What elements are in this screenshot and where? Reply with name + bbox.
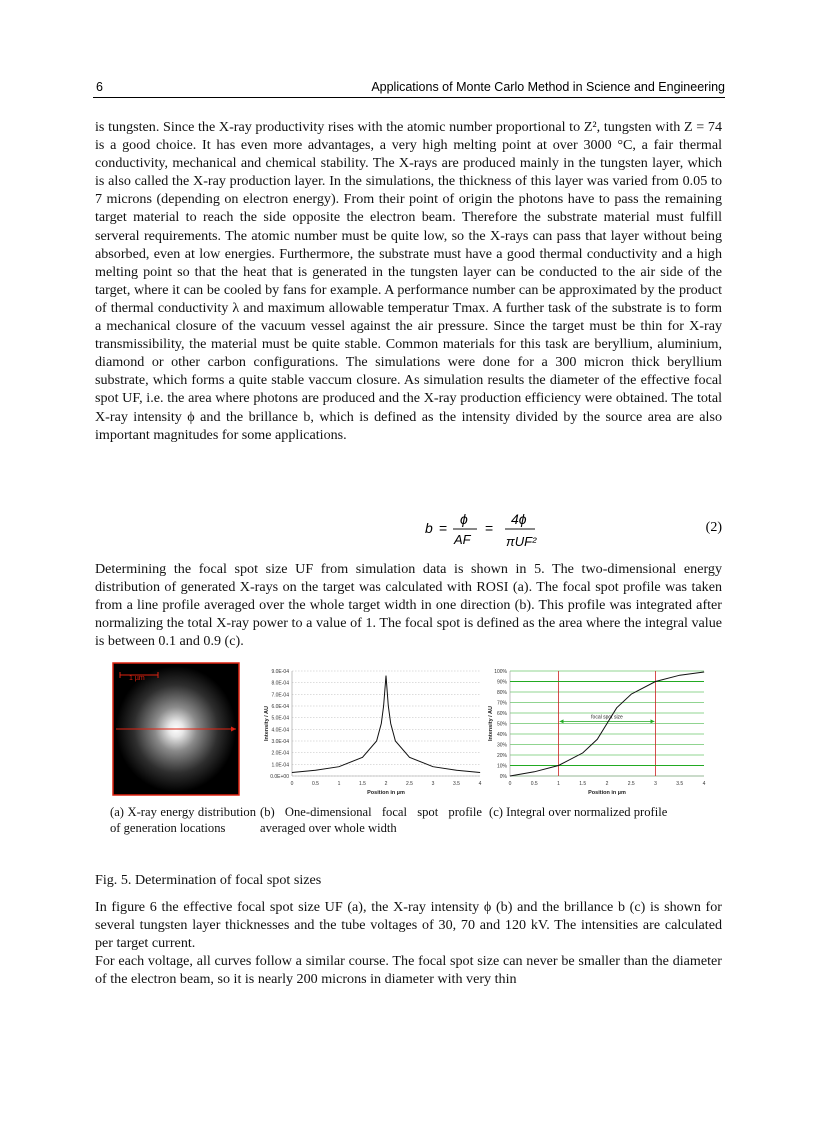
equation-number: (2): [705, 520, 722, 535]
data-point: [582, 753, 583, 754]
data-point: [339, 766, 340, 767]
data-point: [534, 772, 535, 773]
data-point: [456, 770, 457, 771]
data-point: [315, 770, 316, 771]
y-axis-label: Intensity / AU: [264, 706, 270, 741]
data-point: [386, 675, 387, 676]
paragraph-3b-text: For each voltage, all curves follow a similar course. The focal spot size can never be smaller than the diameter of the electron beam, so it is nearly 200 microns in diameter with very thin: [95, 953, 722, 988]
x-tick-label: 0: [290, 781, 294, 787]
x-tick-label: 2.5: [627, 781, 635, 787]
y-tick-label: 3.0E-04: [271, 739, 289, 745]
eq-frac2-den: πUF²: [506, 534, 537, 549]
x-tick-label: 2.5: [406, 781, 413, 787]
x-tick-label: 2: [605, 781, 609, 787]
x-tick-label: 3: [654, 781, 657, 787]
eq-equals-1: =: [439, 520, 448, 536]
arrow-head-left: [560, 719, 564, 723]
y-tick-label: 6.0E-04: [271, 704, 289, 710]
data-point: [383, 706, 384, 707]
x-tick-label: 0.5: [530, 781, 538, 787]
y-tick-label: 30%: [496, 742, 507, 749]
data-point: [607, 723, 608, 724]
data-point: [480, 772, 481, 773]
paragraph-1-text: is tungsten. Since the X-ray productivity rises with the atomic number proportional to Z², tungsten with Z = 74 is a good choice. It has even more advantages, a very high melting point at over 3000 °C, a fair thermal conductivity, mechanical and chemical stability. The X-rays are produced mainly in the tungsten layer, which is also called the X-ray production layer. In the simulations, the thickness of this layer was varied from 0.05 to 7 microns (depending on electron energy). From their point of origin the photons have to pass the remaining target material to reach the side opposite the electron beam. Therefore the substrate material must fulfill serveral requirements. The atomic number must be quite low, so the X-rays can pass that layer without being absorbed, even at low energies. Furthermore, the substrate must have a good thermal conductivity and a high melting point so that the heat that is generated in the tungsten layer can be conducted to the air side of the target, where it can be cooled by fans for example. A performance number can be approximated by the product of thermal conductivity λ and maximum allowable temperatur Tmax. A further task of the substrate is to form a mechanical closure of the vacuum vessel against the air pressure. Since the target must be thin for X-ray transmissibility, the material must be quite stable. Common materials for this task are beryllium, aluminium, diamond or other carbon configurations. The simulations were done for a 300 micron thick beryllium substrate, which forms a quite stable vaccum closure. As simulation results the diameter of the effective focal spot UF, i.e. the area where photons are produced and the X-ray production efficiency were obtained. The total X-ray intensity ϕ and the brillance b, which is defined as the intensity divided by the source area are also important magnitudes for some applications.: [95, 119, 722, 443]
x-tick-label: 4: [702, 781, 706, 787]
data-point: [704, 672, 705, 673]
figure-panel-b: [262, 664, 486, 800]
x-tick-label: 1: [337, 781, 341, 787]
paragraph-3a-text: In figure 6 the effective focal spot size UF (a), the X-ray intensity ϕ (b) and the brillance b (c) is shown for several tungsten layer thicknesses and the tube voltages of 30, 70 and 120 kV. The intensities are calculated per target current.: [95, 899, 722, 952]
y-tick-label: 2.0E-04: [271, 750, 289, 757]
data-point: [510, 776, 511, 777]
running-header: [93, 79, 725, 98]
profile-chart: [262, 664, 486, 800]
y-tick-label: 20%: [496, 753, 507, 759]
running-title: Applications of Monte Carlo Method in Science and Engineering: [371, 80, 725, 94]
equation-graphic: [95, 506, 722, 554]
eq-lhs: b: [425, 520, 433, 536]
y-tick-label: 40%: [496, 732, 507, 738]
y-tick-label: 5.0E-04: [271, 715, 289, 722]
x-axis-label: Position in µm: [588, 790, 626, 796]
data-point: [631, 694, 632, 695]
x-tick-label: 4: [478, 781, 482, 787]
data-point: [292, 772, 293, 773]
data-point: [395, 741, 396, 742]
x-axis-label: Position in µm: [367, 790, 405, 796]
x-tick-label: 2: [384, 781, 388, 787]
y-tick-label: 50%: [496, 721, 507, 728]
y-tick-label: 10%: [496, 763, 507, 770]
y-tick-label: 4.0E-04: [271, 727, 289, 734]
scale-bar-label: 1 µm: [129, 675, 145, 682]
data-point: [376, 741, 377, 742]
x-tick-label: 1.5: [579, 781, 587, 787]
data-point: [558, 765, 559, 766]
eq-frac1-num: ϕ: [460, 511, 468, 527]
x-tick-label: 0: [508, 781, 512, 787]
paragraph-3: [95, 898, 722, 988]
paragraph-2: [95, 560, 722, 650]
subcaption-c: (c) Integral over normalized profile: [489, 805, 668, 819]
focal-size-label: focal spot size: [591, 714, 623, 721]
x-tick-label: 3: [431, 781, 435, 787]
x-tick-label: 1: [557, 781, 560, 787]
eq-equals-2: =: [485, 520, 494, 536]
x-tick-label: 3.5: [453, 781, 460, 787]
data-point: [381, 723, 382, 724]
page-number: 6: [96, 80, 103, 94]
data-point: [388, 706, 389, 707]
subcaption-b: (b) One-dimensional focal spot profile averaged over whole width: [260, 805, 482, 835]
data-point: [390, 723, 391, 724]
figure-panel-c: [486, 664, 710, 800]
x-tick-label: 1.5: [359, 781, 366, 787]
subcaption-a: (a) X-ray energy distribution of generation locations: [110, 805, 256, 835]
eq-frac2-num: 4ϕ: [511, 511, 527, 527]
y-tick-label: 0%: [499, 774, 507, 780]
y-tick-label: 0.0E+00: [270, 774, 289, 780]
y-tick-label: 8.0E-04: [271, 680, 289, 687]
paragraph-2-text: Determining the focal spot size UF from simulation data is shown in 5. The two-dimensional energy distribution of generated X-rays on the target was calculated with ROSI (a). The focal spot profile was taken from a line profile averaged over the whole target width in one direction (b). This profile was integrated after normalizing the total X-ray power to a value of 1. The focal spot is defined as the area where the integral value is between 0.1 and 0.9 (c).: [95, 561, 722, 650]
y-tick-label: 90%: [496, 679, 507, 686]
xray-energy-map: [112, 662, 240, 796]
data-point: [655, 681, 656, 682]
arrow-head-right: [651, 719, 655, 723]
data-point: [616, 707, 617, 708]
data-point: [409, 757, 410, 758]
figure-caption: Fig. 5. Determination of focal spot sizes: [95, 872, 322, 888]
x-tick-label: 3.5: [676, 781, 684, 787]
paragraph-1: [95, 118, 722, 444]
data-point: [362, 757, 363, 758]
y-tick-label: 1.0E-04: [271, 762, 289, 769]
y-tick-label: 70%: [496, 700, 507, 707]
data-point: [679, 675, 680, 676]
integral-chart: [486, 664, 710, 800]
data-point: [597, 739, 598, 740]
figure-panel-a: [112, 662, 240, 796]
y-tick-label: 100%: [494, 669, 507, 675]
data-point: [433, 766, 434, 767]
series-line: [292, 676, 480, 773]
y-tick-label: 60%: [496, 711, 507, 717]
y-axis-label: Intensity / AU: [488, 706, 494, 741]
x-tick-label: 0.5: [312, 781, 319, 787]
y-tick-label: 80%: [496, 690, 507, 696]
y-tick-label: 7.0E-04: [271, 692, 289, 699]
y-tick-label: 9.0E-04: [271, 669, 289, 675]
equation-2: [95, 506, 722, 554]
series-line: [510, 672, 704, 776]
eq-frac1-den: AF: [454, 532, 471, 547]
